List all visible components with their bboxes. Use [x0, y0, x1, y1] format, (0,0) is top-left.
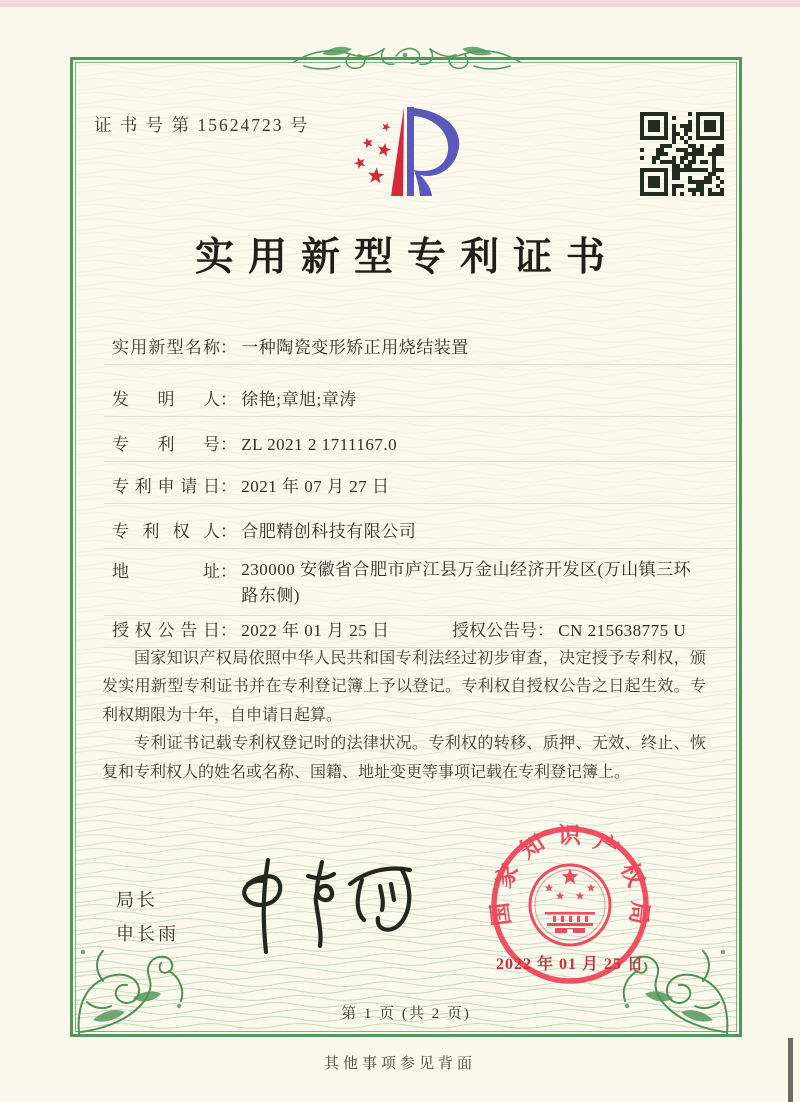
field-value: 合肥精创科技有限公司	[241, 522, 417, 541]
field-label: 实用新型名称：	[112, 338, 237, 357]
field-value: ZL 2021 2 1711167.0	[241, 435, 398, 454]
seal-text: 国家知识产权局	[487, 822, 653, 928]
qr-code-icon	[640, 112, 724, 196]
field-value: 230000 安徽省合肥市庐江县万金山经济开发区(万山镇三环路东侧)	[241, 560, 692, 606]
field-value: 徐艳;章旭;章涛	[241, 390, 357, 409]
legal-paragraph: 国家知识产权局依照中华人民共和国专利法经过初步审查，决定授予专利权，颁发实用新型专利证书并在专利登记簿上予以登记。专利权自授权公告之日起生效。专利权期限为十年，自申请日起算。	[102, 650, 706, 724]
cnipa-logo-icon	[332, 104, 482, 218]
field-row-inventors	[112, 385, 712, 410]
field-row-address	[112, 557, 712, 610]
field-pair-grant-number	[452, 616, 686, 641]
field-value: 2022 年 01 月 25 日	[241, 621, 390, 640]
field-label: 地址：	[112, 562, 237, 581]
scan-edge-artifact	[0, 0, 800, 7]
certificate-title: 实用新型专利证书	[194, 236, 619, 279]
legal-paragraph: 专利证书记载专利权登记时的法律状况。专利权的转移、质押、无效、终止、恢复和专利权人的姓名或名称、国籍、地址变更等事项记载在专利登记簿上。	[102, 735, 706, 781]
border-scroll-ornament-icon	[292, 42, 522, 78]
signer-name: 申长雨	[116, 924, 179, 944]
field-label: 授权公告号：	[452, 621, 554, 640]
signer-title: 局长	[116, 890, 158, 910]
field-row-name	[112, 333, 712, 358]
field-row-grant	[112, 616, 712, 641]
certificate-number: 证 书 号 第 15624723 号	[94, 115, 310, 135]
field-label: 专利权人：	[112, 522, 237, 541]
national-emblem	[530, 865, 610, 945]
handwritten-signature-icon	[228, 852, 428, 960]
seal-date: 2022 年 01 月 25 日	[495, 956, 644, 973]
field-value: 一种陶瓷变形矫正用烧结装置	[241, 338, 469, 357]
back-side-note: 其他事项参见背面	[323, 1056, 476, 1072]
legal-text	[102, 645, 706, 787]
field-row-patentee	[112, 517, 712, 542]
field-value: 2021 年 07 月 27 日	[241, 477, 390, 496]
field-label: 发明人：	[112, 390, 237, 409]
field-label: 授权公告日：	[112, 621, 237, 640]
page-number: 第 1 页 (共 2 页)	[341, 1006, 471, 1022]
field-label: 专利号：	[112, 435, 237, 454]
field-value: CN 215638775 U	[558, 621, 687, 640]
field-row-patent-number	[112, 430, 712, 455]
field-row-filing-date	[112, 472, 712, 497]
field-label: 专利申请日：	[112, 477, 237, 496]
